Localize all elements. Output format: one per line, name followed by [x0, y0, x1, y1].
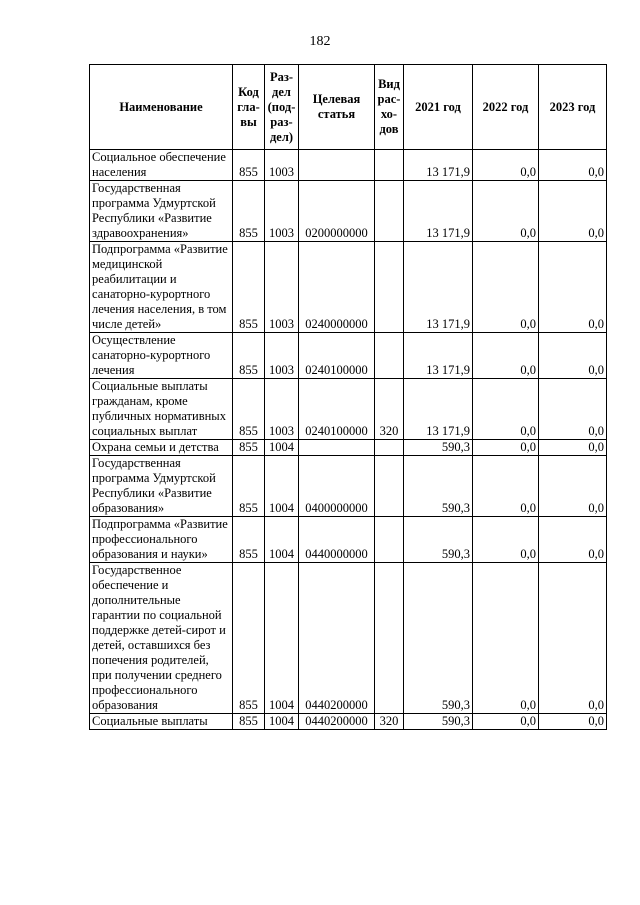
- row-chapter: 855: [233, 456, 265, 517]
- row-2021: 590,3: [404, 563, 473, 714]
- row-2023: 0,0: [539, 181, 607, 242]
- row-section: 1004: [265, 563, 299, 714]
- header-expense: Вид рас- хо- дов: [375, 65, 404, 150]
- row-2022: 0,0: [473, 440, 539, 456]
- table-row: [90, 517, 607, 563]
- row-2023: 0,0: [539, 563, 607, 714]
- row-2022: 0,0: [473, 714, 539, 730]
- row-target: 0440200000: [299, 714, 375, 730]
- row-2021: 590,3: [404, 440, 473, 456]
- row-name: Охрана семьи и детства: [90, 440, 233, 456]
- row-chapter: 855: [233, 440, 265, 456]
- table-row: [90, 714, 607, 730]
- row-chapter: 855: [233, 563, 265, 714]
- row-2022: 0,0: [473, 379, 539, 440]
- row-2021: 13 171,9: [404, 333, 473, 379]
- row-2021: 13 171,9: [404, 181, 473, 242]
- row-name: Социальные выплаты гражданам, кроме публичных нормативных социальных выплат: [90, 379, 233, 440]
- table-row: [90, 181, 607, 242]
- row-name: Осуществление санаторно-курортного лечения: [90, 333, 233, 379]
- row-target: 0240000000: [299, 242, 375, 333]
- row-expense: 320: [375, 714, 404, 730]
- table-row: [90, 440, 607, 456]
- row-2021: 13 171,9: [404, 242, 473, 333]
- row-chapter: 855: [233, 242, 265, 333]
- row-name: Государственная программа Удмуртской Республики «Развитие здравоохранения»: [90, 181, 233, 242]
- row-target: 0400000000: [299, 456, 375, 517]
- row-name: Подпрограмма «Развитие медицинской реабилитации и санаторно-курортного лечения населения, в том числе детей»: [90, 242, 233, 333]
- row-expense: [375, 333, 404, 379]
- row-expense: [375, 517, 404, 563]
- row-expense: 320: [375, 379, 404, 440]
- row-target: 0200000000: [299, 181, 375, 242]
- row-target: 0240100000: [299, 333, 375, 379]
- row-expense: [375, 456, 404, 517]
- row-name: Социальные выплаты: [90, 714, 233, 730]
- budget-table: [89, 64, 607, 730]
- row-chapter: 855: [233, 379, 265, 440]
- row-section: 1004: [265, 517, 299, 563]
- row-section: 1004: [265, 714, 299, 730]
- row-2023: 0,0: [539, 333, 607, 379]
- row-2023: 0,0: [539, 714, 607, 730]
- row-expense: [375, 242, 404, 333]
- header-section: Раз- дел (под- раз- дел): [265, 65, 299, 150]
- row-expense: [375, 150, 404, 181]
- row-2021: 590,3: [404, 714, 473, 730]
- row-2023: 0,0: [539, 440, 607, 456]
- row-name: Государственная программа Удмуртской Республики «Развитие образования»: [90, 456, 233, 517]
- row-target: [299, 150, 375, 181]
- row-name: Подпрограмма «Развитие профессионального образования и науки»: [90, 517, 233, 563]
- row-2023: 0,0: [539, 456, 607, 517]
- row-section: 1003: [265, 181, 299, 242]
- row-2023: 0,0: [539, 379, 607, 440]
- header-target: Целевая статья: [299, 65, 375, 150]
- row-2021: 13 171,9: [404, 150, 473, 181]
- header-2021: 2021 год: [404, 65, 473, 150]
- row-chapter: 855: [233, 150, 265, 181]
- row-target: 0240100000: [299, 379, 375, 440]
- row-2022: 0,0: [473, 150, 539, 181]
- header-name: Наименование: [90, 65, 233, 150]
- row-name: Социальное обеспечение населения: [90, 150, 233, 181]
- table-row: [90, 379, 607, 440]
- table-row: [90, 563, 607, 714]
- row-target: 0440000000: [299, 517, 375, 563]
- row-section: 1003: [265, 242, 299, 333]
- header-row: [90, 65, 607, 150]
- row-target: [299, 440, 375, 456]
- page-number: 182: [309, 34, 331, 49]
- row-2022: 0,0: [473, 456, 539, 517]
- row-2022: 0,0: [473, 242, 539, 333]
- table-row: [90, 150, 607, 181]
- row-2022: 0,0: [473, 181, 539, 242]
- header-chapter: Код гла- вы: [233, 65, 265, 150]
- row-name: Государственное обеспечение и дополнительные гарантии по социальной поддержке детей-сирот и детей, оставшихся без попечения родителей, при получении среднего профессионального образования: [90, 563, 233, 714]
- row-2021: 13 171,9: [404, 379, 473, 440]
- row-chapter: 855: [233, 517, 265, 563]
- row-expense: [375, 563, 404, 714]
- row-2022: 0,0: [473, 517, 539, 563]
- table-row: [90, 456, 607, 517]
- row-2021: 590,3: [404, 456, 473, 517]
- row-section: 1003: [265, 150, 299, 181]
- row-section: 1003: [265, 333, 299, 379]
- table-row: [90, 333, 607, 379]
- row-chapter: 855: [233, 714, 265, 730]
- row-expense: [375, 440, 404, 456]
- table-row: [90, 242, 607, 333]
- row-section: 1004: [265, 456, 299, 517]
- row-2021: 590,3: [404, 517, 473, 563]
- row-section: 1004: [265, 440, 299, 456]
- header-2022: 2022 год: [473, 65, 539, 150]
- row-2022: 0,0: [473, 563, 539, 714]
- row-2023: 0,0: [539, 150, 607, 181]
- header-2023: 2023 год: [539, 65, 607, 150]
- row-2023: 0,0: [539, 517, 607, 563]
- row-chapter: 855: [233, 181, 265, 242]
- row-chapter: 855: [233, 333, 265, 379]
- row-expense: [375, 181, 404, 242]
- row-target: 0440200000: [299, 563, 375, 714]
- row-2023: 0,0: [539, 242, 607, 333]
- row-section: 1003: [265, 379, 299, 440]
- row-2022: 0,0: [473, 333, 539, 379]
